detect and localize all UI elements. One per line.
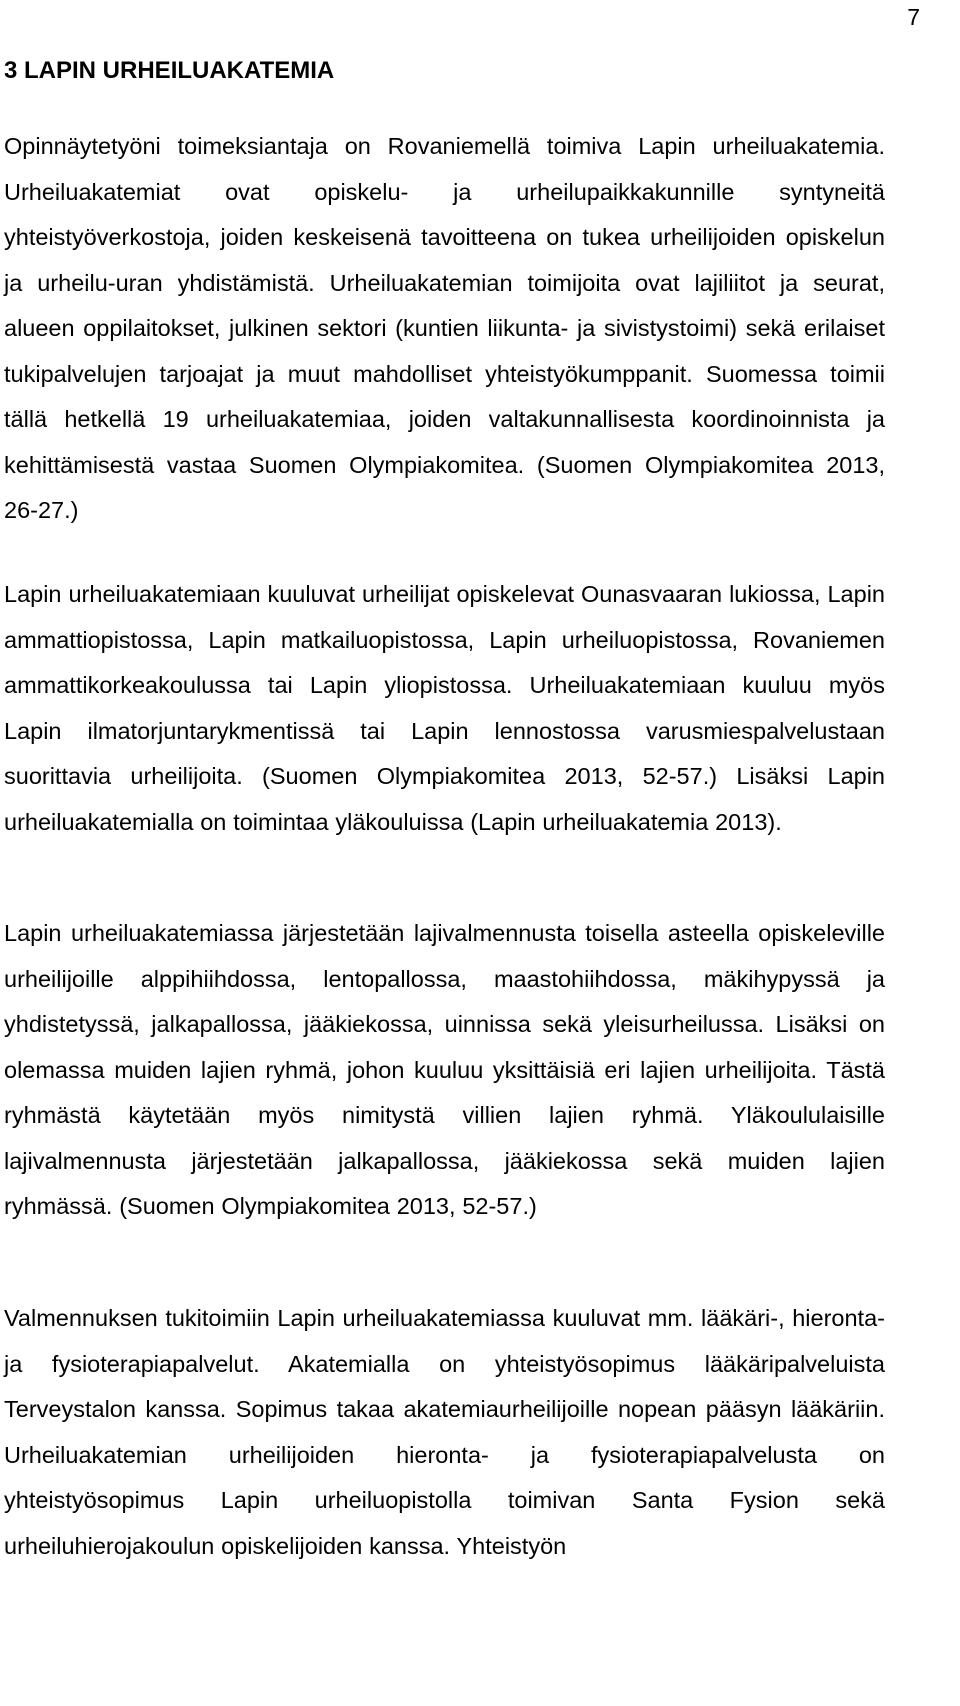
paragraph-3: Lapin urheiluakatemiassa järjestetään lajivalmennusta toisella asteella opiskeleville urheilijoille alppihiihdossa, lentopallossa, maastohiihdossa, mäkihypyssä ja yhdistetyssä, jalkapallossa, jääkiekossa, uinnissa sekä yleisurheilussa. Lisäksi on olemassa muiden lajien ryhmä, johon kuuluu yksittäisiä eri lajien urheilijoita. Tästä ryhmästä käytetään myös nimitystä villien lajien ryhmä. Yläkoululaisille lajivalmennusta järjestetään jalkapallossa, jääkiekossa sekä muiden lajien ryhmässä. (Suomen Olympiakomitea 2013, 52-57.) [4,920,885,1219]
paragraph-4: Valmennuksen tukitoimiin Lapin urheiluakatemiassa kuuluvat mm. lääkäri-, hieronta- ja fysioterapiapalvelut. Akatemialla on yhteistyösopimus lääkäripalveluista Terveystalon kanssa. Sopimus takaa akatemiaurheilijoille nopean pääsyn lääkäriin. Urheiluakatemian urheilijoiden hieronta- ja fysioterapiapalvelusta on yhteistyösopimus Lapin urheiluopistolla toimivan Santa Fysion sekä urheiluhierojakoulun opiskelijoiden kanssa. Yhteistyön [4,1305,885,1559]
paragraph-1: Opinnäytetyöni toimeksiantaja on Rovaniemellä toimiva Lapin urheiluakatemia. Urheiluakatemiat ovat opiskelu- ja urheilupaikkakunnille syntyneitä yhteistyöverkostoja, joiden keskeisenä tavoitteena on tukea urheilijoiden opiskelun ja urheilu-uran yhdistämistä. Urheiluakatemian toimijoita ovat lajiliitot ja seurat, alueen oppilaitokset, julkinen sektori (kuntien liikunta- ja sivistystoimi) sekä erilaiset tukipalvelujen tarjoajat ja muut mahdolliset yhteistyökumppanit. Suomessa toimii tällä hetkellä 19 urheiluakatemiaa, joiden valtakunnallisesta koordinoinnista ja kehittämisestä vastaa Suomen Olympiakomitea. (Suomen Olympiakomitea 2013, 26-27.) [4,133,885,523]
page-number: 7 [907,4,920,30]
section-heading: 3 LAPIN URHEILUAKATEMIA [4,57,335,84]
paragraph-2: Lapin urheiluakatemiaan kuuluvat urheilijat opiskelevat Ounasvaaran lukiossa, Lapin ammattiopistossa, Lapin matkailuopistossa, Lapin urheiluopistossa, Rovaniemen ammattikorkeakoulussa tai Lapin yliopistossa. Urheiluakatemiaan kuuluu myös Lapin ilmatorjuntarykmentissä tai Lapin lennostossa varusmiespalvelustaan suorittavia urheilijoita. (Suomen Olympiakomitea 2013, 52-57.) Lisäksi Lapin urheiluakatemialla on toimintaa yläkouluissa (Lapin urheiluakatemia 2013). [4,581,885,835]
